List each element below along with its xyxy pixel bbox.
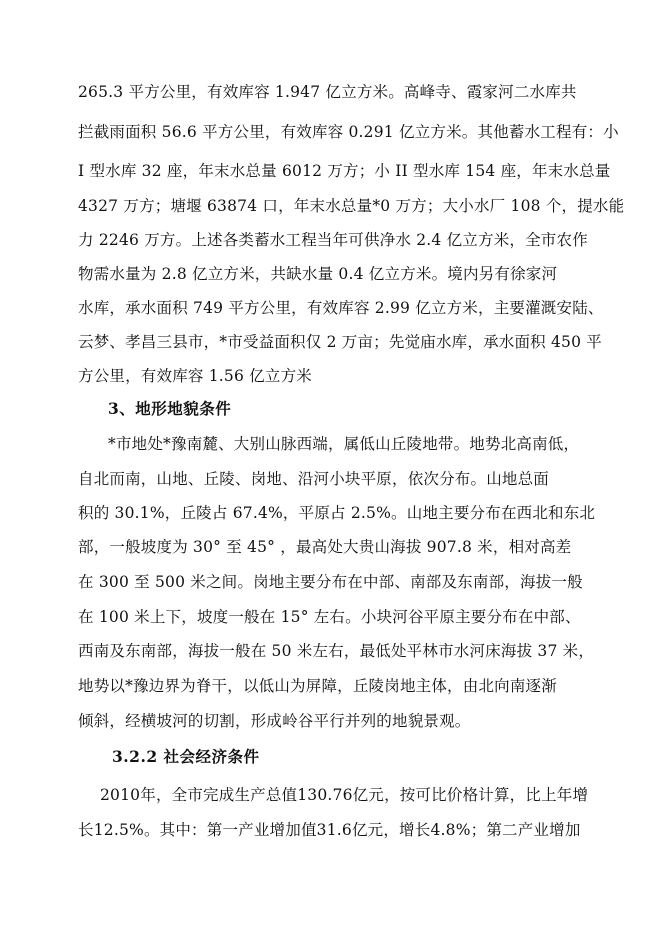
text-line: 物需水量为 2.8 亿立方米，共缺水量 0.4 亿立方米。境内另有徐家河 [78,265,558,283]
text-line: I 型水库 32 座，年末水总量 6012 万方；小 II 型水库 154 座，年末水总量 [78,162,611,180]
text-line: *市地处*豫南麓、大别山脉西端，属低山丘陵地带。地势北高南低， [108,435,580,453]
text-line: 在 100 米上下，坡度一般在 15° 左右。小块河谷平原主要分布在中部、 [78,608,581,626]
text-line: 力 2246 万方。上述各类蓄水工程当年可供净水 2.4 亿立方米，全市农作 [78,231,588,249]
text-line: 部，一般坡度为 30° 至 45° ，最高处大贵山海拔 907.8 米，相对高差 [78,538,572,556]
text-line: 方公里，有效库容 1.56 亿立方米 [78,367,312,385]
text-line: 在 300 至 500 米之间。岗地主要分布在中部、南部及东南部，海拔一般 [78,573,583,591]
text-line: 积的 30.1%，丘陵占 67.4%，平原占 2.5%。山地主要分布在西北和东北 [78,504,596,522]
text-line: 西南及东南部，海拔一般在 50 米左右，最低处平林市水河床海拔 37 米， [78,642,595,660]
text-line: 水库，承水面积 749 平方公里，有效库容 2.99 亿立方米，主要灌溉安陆、 [78,299,604,317]
text-line: 地势以*豫边界为脊干，以低山为屏障，丘陵岗地主体，由北向南逐渐 [78,677,557,695]
text-line: 自北而南，山地、丘陵、岗地、沿河小块平原，依次分布。山地总面 [78,470,550,488]
text-line: 倾斜，经横坡河的切割，形成岭谷平行并列的地貌景观。 [78,712,471,730]
section-heading-socioeconomic: 3.2.2 社会经济条件 [112,747,260,766]
text-line: 云梦、孝昌三县市，*市受益面积仅 2 万亩；先觉庙水库，承水面积 450 平 [78,333,603,351]
text-line: 4327 万方；塘堰 63874 口，年末水总量*0 万方；大小水厂 108 个，提水能 [78,197,625,215]
text-line: 2010年，全市完成生产总值130.76亿元，按可比价格计算，比上年增 [100,786,589,804]
text-line: 拦截雨面积 56.6 平方公里，有效库容 0.291 亿立方米。其他蓄水工程有：小 [78,123,619,141]
text-line: 265.3 平方公里，有效库容 1.947 亿立方米。高峰寺、霞家河二水库共 [78,83,577,101]
section-heading-terrain: 3、地形地貌条件 [108,399,232,418]
text-line: 长12.5%。其中：第一产业增加值31.6亿元，增长4.8%；第二产业增加 [78,821,581,839]
